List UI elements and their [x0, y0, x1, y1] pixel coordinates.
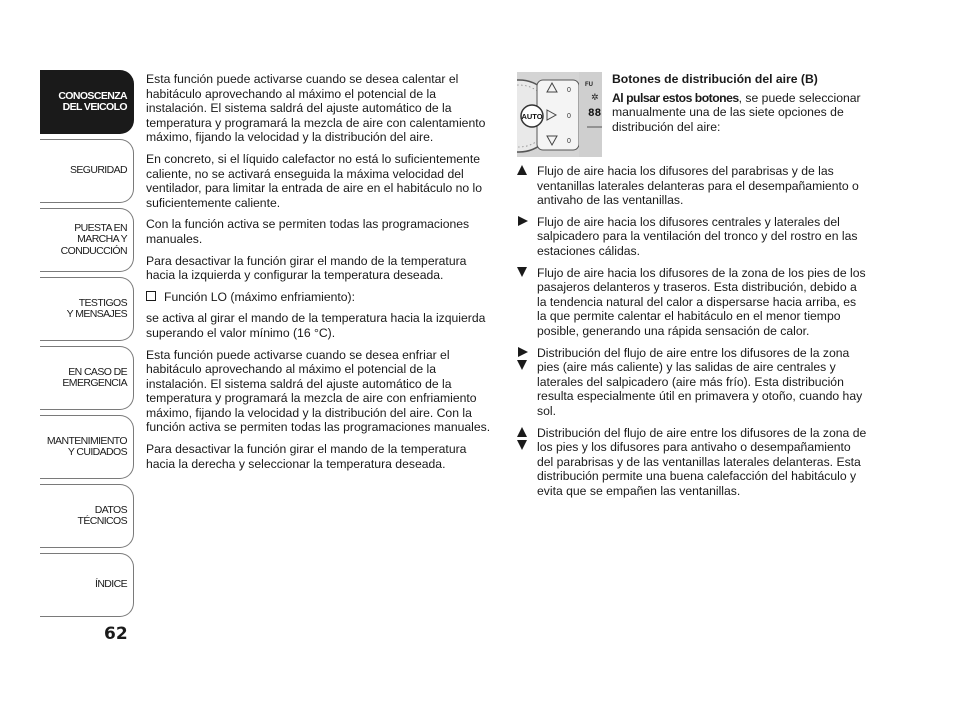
tab-label: DATOS TÉCNICOS — [77, 503, 127, 527]
arrow-right-icon — [518, 216, 528, 226]
paragraph: Esta función puede activarse cuando se desea calentar el habitáculo aprovechando al máximo el potencial de la instalación. El sistema saldrá del ajuste automático de la temperatura y programará la mezcla de aire con calentamiento máximo, fijando la velocidad y la distribución del aire. — [146, 72, 486, 145]
checkbox-bullet-icon — [146, 291, 156, 301]
distribution-option-text: Distribución del flujo de aire entre los difusores de la zona de los pies y los difusores para antivaho o desempañamiento del parabrisas y de las ventanillas laterales delanteras. Esta distribución permite una buena calefacción del habitáculo y evita que se empañen las ventanillas. — [537, 425, 867, 498]
distribution-symbols — [517, 266, 537, 339]
tab-label: CONOSCENZA DEL VEICOLO — [58, 89, 127, 113]
panel-display-digits: 88 — [588, 108, 602, 120]
distribution-symbols — [517, 164, 537, 208]
arrow-right-icon — [518, 347, 528, 357]
page-number: 62 — [104, 624, 128, 644]
section-intro — [612, 91, 872, 135]
indicator-label: 0 — [567, 138, 571, 145]
tab-seguridad[interactable] — [40, 139, 134, 203]
distribution-symbols — [517, 215, 537, 259]
paragraph: En concreto, si el líquido calefactor no está lo suficientemente caliente, no se activará enseguida la máxima velocidad del ventilador, para limitar la entrada de aire en el habitáculo no lo suficientemente caliente. — [146, 151, 483, 210]
arrow-down-icon — [517, 267, 527, 277]
indicator-label: 0 — [567, 113, 571, 120]
lo-function-item — [146, 290, 496, 305]
distribution-option — [517, 346, 867, 419]
chapter-tabs — [40, 70, 134, 622]
paragraph: Con la función activa se permiten todas las programaciones manuales. — [146, 217, 470, 246]
distribution-option-text: Flujo de aire hacia los difusores centrales y laterales del salpicadero para la ventilación del tronco y del rostro en las estaciones cálidas. — [537, 214, 858, 258]
climate-panel-drawing — [517, 72, 602, 157]
distribution-option-text: Flujo de aire hacia los difusores de la zona de los pies de los pasajeros delanteros y traseros. Esta distribución, debido a la tendencia natural del calor a dispersarse hacia arriba, es la que permite calentar el habitáculo en el menor tiempo posible, generando una rápida sensación de calor. — [537, 265, 866, 338]
tab-label: MANTENIMIENTO Y CUIDADOS — [46, 434, 127, 458]
distribution-symbols — [517, 426, 537, 499]
distribution-option — [517, 266, 867, 339]
auto-button-label: AUTO — [521, 112, 543, 121]
distribution-option — [517, 164, 867, 208]
distribution-option — [517, 426, 867, 499]
tab-label: EN CASO DE EMERGENCIA — [62, 365, 127, 389]
distribution-option-text: Flujo de aire hacia los difusores del parabrisas y de las ventanillas laterales delanteras para el desempañamiento o antivaho de las ventanillas. — [537, 164, 859, 208]
paragraph: se activa al girar el mando de la temperatura hacia la izquierda superando el valor mínimo (16 °C). — [146, 311, 486, 340]
distribution-option — [517, 215, 867, 259]
tab-datos-tecnicos[interactable] — [40, 484, 134, 548]
arrow-down-icon — [517, 440, 527, 450]
panel-fu-label: FU — [585, 82, 593, 88]
distribution-option-text: Distribución del flujo de aire entre los difusores de la zona pies (aire más caliente) y las salidas de aire centrales y laterales del salpicadero (aire más frío). Esta distribución resulta especialmente útil en primavera y otoño, cuando hay sol. — [537, 345, 863, 418]
climate-panel-figure — [517, 72, 602, 157]
indicator-label: 0 — [567, 87, 571, 94]
lo-function-label: Función LO (máximo enfriamiento): — [164, 289, 356, 304]
section-heading: Botones de distribución del aire (B) — [612, 72, 818, 86]
arrow-up-icon — [517, 165, 527, 175]
arrow-up-icon — [517, 427, 527, 437]
arrow-down-icon — [517, 360, 527, 370]
tab-testigos-y-mensajes[interactable] — [40, 277, 134, 341]
air-distribution-options — [517, 164, 867, 505]
tab-label: TESTIGOS Y MENSAJES — [66, 296, 127, 320]
svg-text:✲: ✲ — [591, 93, 599, 103]
air-distribution-heading-block — [612, 72, 872, 134]
paragraph: Para desactivar la función girar el mando de la temperatura hacia la izquierda y configurar la temperatura deseada. — [146, 253, 467, 283]
tab-mantenimiento[interactable] — [40, 415, 134, 479]
tab-puesta-en-marcha[interactable] — [40, 208, 134, 272]
section-intro-rest: , se puede seleccionar manualmente una de las siete opciones de distribución del aire: — [612, 90, 861, 134]
tab-label: SEGURIDAD — [69, 164, 127, 177]
paragraph: Esta función puede activarse cuando se desea enfriar el habitáculo aprovechando al máximo el potencial de la instalación. El sistema saldrá del ajuste automático de la temperatura y programará la mezcla de aire con enfriamiento máximo, fijando la velocidad y la distribución del aire. Con la función activa se permiten todas las programaciones manuales. — [146, 347, 491, 435]
paragraph: Para desactivar la función girar el mando de la temperatura hacia la derecha y seleccionar la temperatura deseada. — [146, 442, 467, 471]
tab-label: ÍNDICE — [95, 578, 127, 591]
left-text-column — [146, 72, 496, 478]
tab-label: PUESTA EN MARCHA Y CONDUCCIÓN — [60, 221, 127, 257]
distribution-symbols — [517, 346, 537, 419]
tab-conoscenza-del-veicolo[interactable] — [40, 70, 134, 134]
tab-en-caso-de-emergencia[interactable] — [40, 346, 134, 410]
section-intro-lead: Al pulsar estos botones — [612, 90, 739, 105]
tab-indice[interactable] — [40, 553, 134, 617]
